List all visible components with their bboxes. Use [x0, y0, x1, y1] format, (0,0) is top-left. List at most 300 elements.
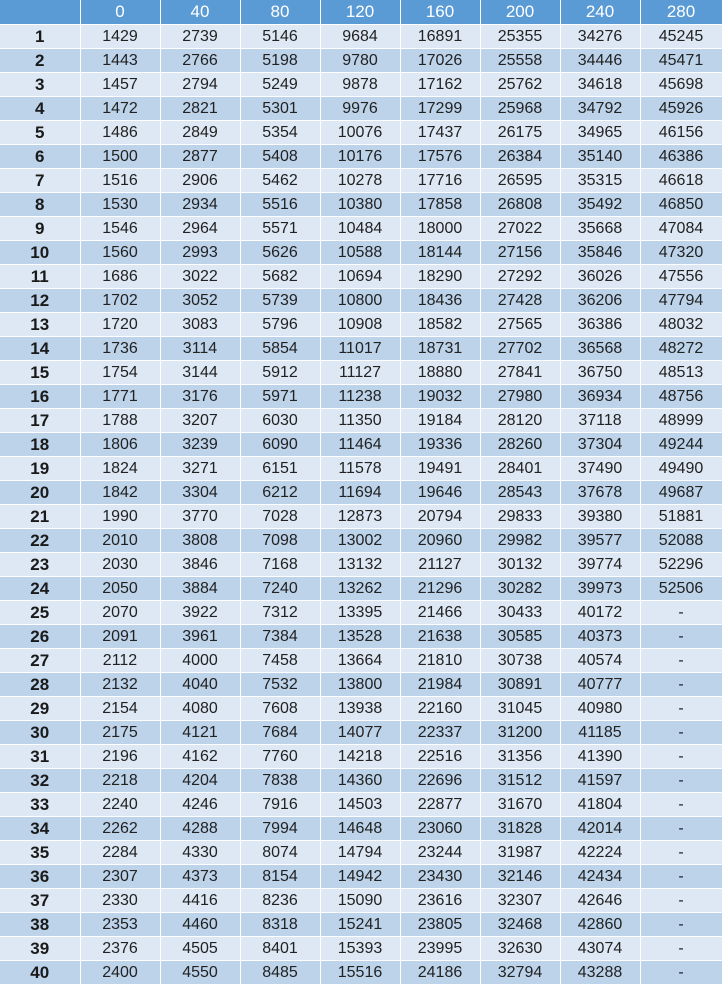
- table-cell: 47320: [640, 241, 722, 265]
- table-cell: 1754: [80, 361, 160, 385]
- table-cell: 10908: [320, 313, 400, 337]
- table-row: [0, 145, 722, 169]
- row-label: 29: [0, 697, 80, 721]
- table-cell: 1702: [80, 289, 160, 313]
- table-cell: 22337: [400, 721, 480, 745]
- table-cell: 20794: [400, 505, 480, 529]
- table-cell: 35492: [560, 193, 640, 217]
- table-cell: 4162: [160, 745, 240, 769]
- table-cell: 14503: [320, 793, 400, 817]
- column-header: 160: [400, 0, 480, 25]
- table-cell: 26808: [480, 193, 560, 217]
- table-cell: 1990: [80, 505, 160, 529]
- table-cell: 1736: [80, 337, 160, 361]
- row-label: 17: [0, 409, 80, 433]
- table-row: [0, 553, 722, 577]
- table-row: [0, 217, 722, 241]
- table-cell: 15241: [320, 913, 400, 937]
- table-header: [0, 0, 722, 25]
- table-cell: 43074: [560, 937, 640, 961]
- table-cell: 10800: [320, 289, 400, 313]
- table-cell: 14794: [320, 841, 400, 865]
- table-cell: 17858: [400, 193, 480, 217]
- row-label: 19: [0, 457, 80, 481]
- table-cell: 31670: [480, 793, 560, 817]
- table-cell: 8318: [240, 913, 320, 937]
- table-cell: 52296: [640, 553, 722, 577]
- table-cell: 2821: [160, 97, 240, 121]
- table-cell: 2307: [80, 865, 160, 889]
- table-row: [0, 577, 722, 601]
- row-label: 27: [0, 649, 80, 673]
- table-cell: 3846: [160, 553, 240, 577]
- row-label: 14: [0, 337, 80, 361]
- table-cell: 12873: [320, 505, 400, 529]
- table-cell: 18290: [400, 265, 480, 289]
- table-row: [0, 721, 722, 745]
- row-label: 24: [0, 577, 80, 601]
- table-cell: 21810: [400, 649, 480, 673]
- table-cell: 1771: [80, 385, 160, 409]
- table-body: [0, 25, 722, 985]
- table-cell: 13132: [320, 553, 400, 577]
- table-cell: -: [640, 865, 722, 889]
- table-cell: 11694: [320, 481, 400, 505]
- row-label: 22: [0, 529, 80, 553]
- row-label: 5: [0, 121, 80, 145]
- table-cell: 5626: [240, 241, 320, 265]
- table-cell: 7028: [240, 505, 320, 529]
- table-cell: 32307: [480, 889, 560, 913]
- table-cell: 3922: [160, 601, 240, 625]
- table-cell: 5516: [240, 193, 320, 217]
- table-cell: 51881: [640, 505, 722, 529]
- table-cell: 3271: [160, 457, 240, 481]
- table-cell: 30585: [480, 625, 560, 649]
- table-cell: 10588: [320, 241, 400, 265]
- table-cell: 19491: [400, 457, 480, 481]
- header-corner-cell: [0, 0, 80, 25]
- table-cell: 2877: [160, 145, 240, 169]
- table-cell: 21984: [400, 673, 480, 697]
- table-cell: 1720: [80, 313, 160, 337]
- row-label: 25: [0, 601, 80, 625]
- table-cell: 49244: [640, 433, 722, 457]
- table-cell: 25968: [480, 97, 560, 121]
- table-cell: 15393: [320, 937, 400, 961]
- table-cell: 31356: [480, 745, 560, 769]
- table-cell: 36934: [560, 385, 640, 409]
- table-cell: 52506: [640, 577, 722, 601]
- row-label: 12: [0, 289, 80, 313]
- table-cell: 32630: [480, 937, 560, 961]
- table-cell: 7994: [240, 817, 320, 841]
- table-cell: 2240: [80, 793, 160, 817]
- table-cell: 7312: [240, 601, 320, 625]
- table-cell: 1824: [80, 457, 160, 481]
- table-cell: 2376: [80, 937, 160, 961]
- row-label: 40: [0, 961, 80, 985]
- table-cell: -: [640, 793, 722, 817]
- table-cell: 27565: [480, 313, 560, 337]
- table-cell: 40777: [560, 673, 640, 697]
- row-label: 21: [0, 505, 80, 529]
- table-cell: 11350: [320, 409, 400, 433]
- table-cell: 2030: [80, 553, 160, 577]
- table-cell: 1486: [80, 121, 160, 145]
- table-cell: 3144: [160, 361, 240, 385]
- table-cell: 20960: [400, 529, 480, 553]
- row-label: 20: [0, 481, 80, 505]
- table-row: [0, 937, 722, 961]
- row-label: 3: [0, 73, 80, 97]
- table-cell: 34446: [560, 49, 640, 73]
- table-cell: 14360: [320, 769, 400, 793]
- table-cell: 2091: [80, 625, 160, 649]
- table-row: [0, 913, 722, 937]
- table-cell: 37490: [560, 457, 640, 481]
- table-cell: 3304: [160, 481, 240, 505]
- table-cell: 5408: [240, 145, 320, 169]
- table-cell: 35140: [560, 145, 640, 169]
- table-cell: 23995: [400, 937, 480, 961]
- row-label: 7: [0, 169, 80, 193]
- table-cell: 36568: [560, 337, 640, 361]
- table-cell: 3176: [160, 385, 240, 409]
- table-cell: 7384: [240, 625, 320, 649]
- table-cell: 17576: [400, 145, 480, 169]
- table-cell: 6090: [240, 433, 320, 457]
- table-cell: 10694: [320, 265, 400, 289]
- table-cell: 45926: [640, 97, 722, 121]
- table-cell: 3022: [160, 265, 240, 289]
- table-cell: -: [640, 745, 722, 769]
- table-cell: 7098: [240, 529, 320, 553]
- table-cell: 2330: [80, 889, 160, 913]
- table-cell: 47084: [640, 217, 722, 241]
- table-cell: 39577: [560, 529, 640, 553]
- table-cell: 13395: [320, 601, 400, 625]
- table-cell: 42434: [560, 865, 640, 889]
- table-cell: 2154: [80, 697, 160, 721]
- table-cell: 26384: [480, 145, 560, 169]
- table-cell: 41390: [560, 745, 640, 769]
- table-cell: 14942: [320, 865, 400, 889]
- table-cell: -: [640, 697, 722, 721]
- table-cell: 11578: [320, 457, 400, 481]
- table-cell: 18880: [400, 361, 480, 385]
- table-cell: 7760: [240, 745, 320, 769]
- table-cell: 48032: [640, 313, 722, 337]
- table-cell: 9684: [320, 25, 400, 49]
- table-row: [0, 385, 722, 409]
- table-cell: 52088: [640, 529, 722, 553]
- table-cell: 31987: [480, 841, 560, 865]
- table-cell: 1686: [80, 265, 160, 289]
- table-cell: 2132: [80, 673, 160, 697]
- table-cell: 5971: [240, 385, 320, 409]
- table-row: [0, 409, 722, 433]
- table-cell: 9780: [320, 49, 400, 73]
- table-cell: 41185: [560, 721, 640, 745]
- column-header: 80: [240, 0, 320, 25]
- table-cell: 3961: [160, 625, 240, 649]
- table-cell: 2070: [80, 601, 160, 625]
- row-label: 16: [0, 385, 80, 409]
- table-cell: 1429: [80, 25, 160, 49]
- row-label: 36: [0, 865, 80, 889]
- table-cell: 5354: [240, 121, 320, 145]
- table-cell: 5739: [240, 289, 320, 313]
- row-label: 34: [0, 817, 80, 841]
- table-cell: 4416: [160, 889, 240, 913]
- table-cell: 2739: [160, 25, 240, 49]
- table-cell: 13002: [320, 529, 400, 553]
- table-cell: 3884: [160, 577, 240, 601]
- table-cell: 26175: [480, 121, 560, 145]
- table-cell: 18000: [400, 217, 480, 241]
- table-cell: 11127: [320, 361, 400, 385]
- table-cell: 49687: [640, 481, 722, 505]
- table-cell: 13800: [320, 673, 400, 697]
- table-cell: 4373: [160, 865, 240, 889]
- table-row: [0, 505, 722, 529]
- row-label: 23: [0, 553, 80, 577]
- table-cell: -: [640, 961, 722, 985]
- table-cell: 34965: [560, 121, 640, 145]
- table-cell: 19032: [400, 385, 480, 409]
- table-cell: 45698: [640, 73, 722, 97]
- table-row: [0, 73, 722, 97]
- table-cell: 21466: [400, 601, 480, 625]
- table-cell: 18144: [400, 241, 480, 265]
- table-row: [0, 697, 722, 721]
- table-row: [0, 961, 722, 985]
- table-cell: 40373: [560, 625, 640, 649]
- table-cell: 11464: [320, 433, 400, 457]
- table-row: [0, 745, 722, 769]
- table-cell: 1806: [80, 433, 160, 457]
- table-cell: 37118: [560, 409, 640, 433]
- table-cell: 8236: [240, 889, 320, 913]
- table-cell: 10484: [320, 217, 400, 241]
- table-cell: 8154: [240, 865, 320, 889]
- table-cell: 18731: [400, 337, 480, 361]
- table-cell: 17299: [400, 97, 480, 121]
- table-cell: 31200: [480, 721, 560, 745]
- table-cell: 23430: [400, 865, 480, 889]
- table-cell: 42646: [560, 889, 640, 913]
- table-cell: 3083: [160, 313, 240, 337]
- table-cell: 18436: [400, 289, 480, 313]
- table-cell: 8401: [240, 937, 320, 961]
- row-label: 35: [0, 841, 80, 865]
- table-cell: 22516: [400, 745, 480, 769]
- table-cell: 21127: [400, 553, 480, 577]
- table-cell: 40980: [560, 697, 640, 721]
- table-cell: 27292: [480, 265, 560, 289]
- table-cell: 23805: [400, 913, 480, 937]
- table-cell: 30891: [480, 673, 560, 697]
- column-header: 200: [480, 0, 560, 25]
- table-cell: 28401: [480, 457, 560, 481]
- table-cell: 2262: [80, 817, 160, 841]
- table-cell: 46850: [640, 193, 722, 217]
- table-cell: 21638: [400, 625, 480, 649]
- table-cell: 49490: [640, 457, 722, 481]
- table-row: [0, 649, 722, 673]
- table-row: [0, 625, 722, 649]
- table-row: [0, 265, 722, 289]
- table-cell: 4080: [160, 697, 240, 721]
- table-cell: 36206: [560, 289, 640, 313]
- table-cell: 2050: [80, 577, 160, 601]
- table-cell: 4246: [160, 793, 240, 817]
- table-cell: 5912: [240, 361, 320, 385]
- table-cell: 35315: [560, 169, 640, 193]
- table-cell: 22696: [400, 769, 480, 793]
- table-cell: 2993: [160, 241, 240, 265]
- table-cell: 7684: [240, 721, 320, 745]
- table-row: [0, 49, 722, 73]
- table-cell: 5854: [240, 337, 320, 361]
- table-cell: 36386: [560, 313, 640, 337]
- table-cell: -: [640, 649, 722, 673]
- table-cell: 18582: [400, 313, 480, 337]
- table-cell: 4505: [160, 937, 240, 961]
- table-cell: 7532: [240, 673, 320, 697]
- table-cell: 9976: [320, 97, 400, 121]
- table-cell: 27702: [480, 337, 560, 361]
- table-cell: 22160: [400, 697, 480, 721]
- table-row: [0, 121, 722, 145]
- table-cell: 2794: [160, 73, 240, 97]
- table-cell: 42014: [560, 817, 640, 841]
- table-cell: 29833: [480, 505, 560, 529]
- table-row: [0, 97, 722, 121]
- table-cell: 1457: [80, 73, 160, 97]
- row-label: 10: [0, 241, 80, 265]
- table-row: [0, 289, 722, 313]
- table-cell: 6151: [240, 457, 320, 481]
- table-cell: 17437: [400, 121, 480, 145]
- column-header: 240: [560, 0, 640, 25]
- table-cell: 2175: [80, 721, 160, 745]
- table-cell: 43288: [560, 961, 640, 985]
- table-cell: 3239: [160, 433, 240, 457]
- table-cell: 36750: [560, 361, 640, 385]
- table-cell: 40574: [560, 649, 640, 673]
- table-cell: 26595: [480, 169, 560, 193]
- row-label: 4: [0, 97, 80, 121]
- column-header: 0: [80, 0, 160, 25]
- table-cell: 46386: [640, 145, 722, 169]
- table-cell: 25762: [480, 73, 560, 97]
- table-cell: 8074: [240, 841, 320, 865]
- table-cell: 7240: [240, 577, 320, 601]
- table-cell: 5462: [240, 169, 320, 193]
- table-cell: 13938: [320, 697, 400, 721]
- table-cell: 28260: [480, 433, 560, 457]
- table-cell: 5146: [240, 25, 320, 49]
- table-row: [0, 241, 722, 265]
- table-cell: 17716: [400, 169, 480, 193]
- table-cell: 7916: [240, 793, 320, 817]
- table-cell: 30132: [480, 553, 560, 577]
- table-cell: 40172: [560, 601, 640, 625]
- table-cell: 37304: [560, 433, 640, 457]
- table-row: [0, 457, 722, 481]
- table-cell: 1788: [80, 409, 160, 433]
- table-cell: -: [640, 625, 722, 649]
- table-cell: 1516: [80, 169, 160, 193]
- table-cell: 24186: [400, 961, 480, 985]
- table-cell: 10076: [320, 121, 400, 145]
- table-cell: -: [640, 937, 722, 961]
- row-label: 2: [0, 49, 80, 73]
- table-cell: 1443: [80, 49, 160, 73]
- table-cell: 1530: [80, 193, 160, 217]
- column-header: 280: [640, 0, 722, 25]
- table-cell: 2400: [80, 961, 160, 985]
- table-cell: 27428: [480, 289, 560, 313]
- table-cell: 5682: [240, 265, 320, 289]
- row-label: 39: [0, 937, 80, 961]
- table-cell: 30433: [480, 601, 560, 625]
- table-cell: -: [640, 769, 722, 793]
- table-cell: 32794: [480, 961, 560, 985]
- table-cell: 7838: [240, 769, 320, 793]
- table-cell: 27980: [480, 385, 560, 409]
- row-label: 38: [0, 913, 80, 937]
- table-cell: 2964: [160, 217, 240, 241]
- table-cell: 14648: [320, 817, 400, 841]
- table-cell: 2112: [80, 649, 160, 673]
- table-cell: 39380: [560, 505, 640, 529]
- table-row: [0, 169, 722, 193]
- row-label: 37: [0, 889, 80, 913]
- table-cell: 14077: [320, 721, 400, 745]
- table-cell: 2284: [80, 841, 160, 865]
- table-cell: -: [640, 601, 722, 625]
- table-cell: 45471: [640, 49, 722, 73]
- row-label: 13: [0, 313, 80, 337]
- table-cell: 2906: [160, 169, 240, 193]
- row-label: 1: [0, 25, 80, 49]
- row-label: 28: [0, 673, 80, 697]
- table-cell: 5571: [240, 217, 320, 241]
- table-cell: 27022: [480, 217, 560, 241]
- table-cell: 17162: [400, 73, 480, 97]
- table-cell: 13664: [320, 649, 400, 673]
- table-cell: 13262: [320, 577, 400, 601]
- table-cell: 11017: [320, 337, 400, 361]
- table-cell: 23060: [400, 817, 480, 841]
- table-cell: 2849: [160, 121, 240, 145]
- table-cell: 25558: [480, 49, 560, 73]
- table-cell: 41597: [560, 769, 640, 793]
- table-cell: 2218: [80, 769, 160, 793]
- table-cell: 3770: [160, 505, 240, 529]
- table-cell: 27841: [480, 361, 560, 385]
- table-row: [0, 673, 722, 697]
- table-cell: 23244: [400, 841, 480, 865]
- table-row: [0, 529, 722, 553]
- row-label: 15: [0, 361, 80, 385]
- row-label: 9: [0, 217, 80, 241]
- header-row: [0, 0, 722, 25]
- row-label: 18: [0, 433, 80, 457]
